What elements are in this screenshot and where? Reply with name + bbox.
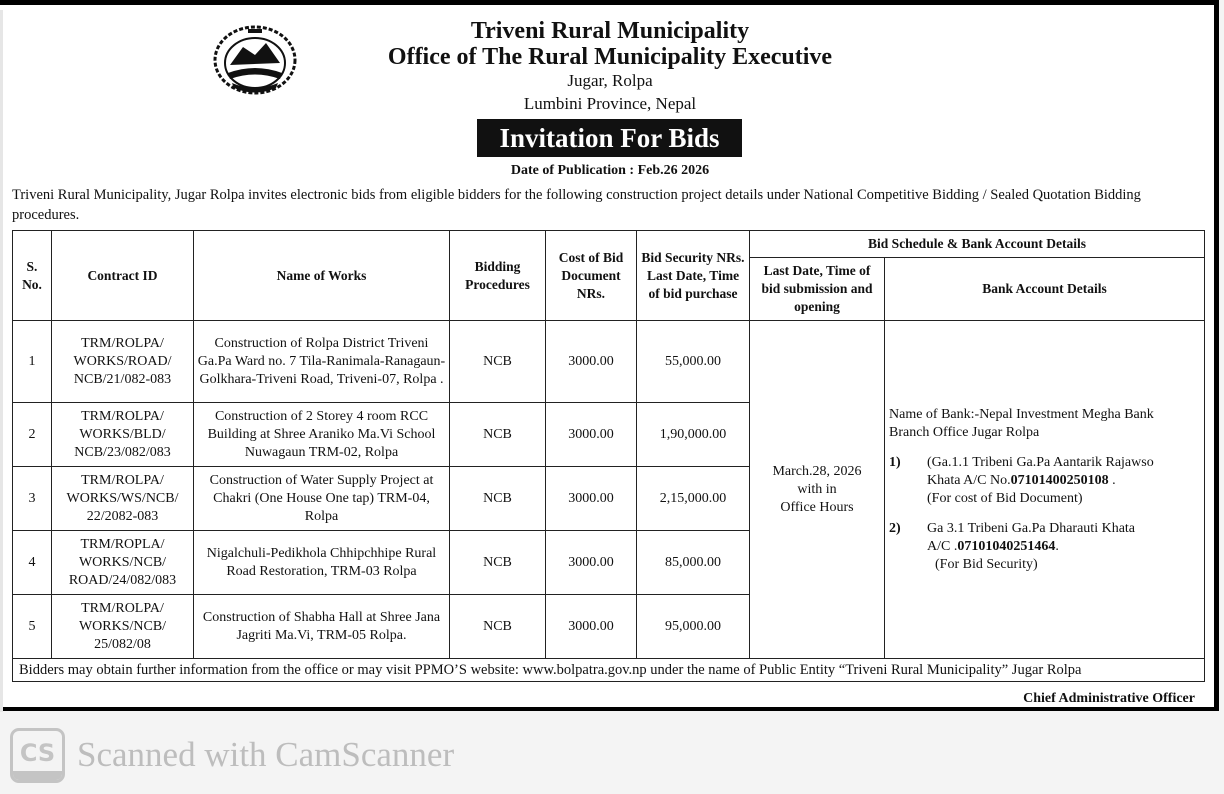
cell-contract-id: TRM/ROLPA/ WORKS/NCB/ 25/082/08 xyxy=(52,595,194,659)
cell-contract-id: TRM/ROPLA/ WORKS/NCB/ ROAD/24/082/083 xyxy=(52,531,194,595)
bank-account-item xyxy=(889,454,1200,508)
cell-bid-security: 2,15,000.00 xyxy=(637,467,750,531)
account-prefix: Khata A/C No. xyxy=(927,472,1011,488)
bank-name-line2: Branch Office Jugar Rolpa xyxy=(889,424,1040,440)
account-number-label: 2) xyxy=(889,520,901,536)
municipality-emblem-icon xyxy=(210,23,300,97)
account-number: 07101400250108 xyxy=(1010,472,1109,488)
last-date-value: March.28, 2026 xyxy=(772,463,862,479)
account-suffix: . xyxy=(1055,538,1059,554)
account-prefix: A/C . xyxy=(927,538,958,554)
cell-sno: 5 xyxy=(13,595,52,659)
intro-paragraph: Triveni Rural Municipality, Jugar Rolpa invites electronic bids from eligible bidders for the following construction project details under National Competitive Bidding / Sealed Quotation Bidding procedures. xyxy=(12,187,1141,223)
footnote-row xyxy=(13,659,1205,682)
cell-bank-details xyxy=(885,321,1205,659)
header-cost-of-bid: Cost of Bid Document NRs. xyxy=(546,231,637,321)
header-bank-details: Bank Account Details xyxy=(885,258,1205,321)
cell-bid-security: 95,000.00 xyxy=(637,595,750,659)
cell-last-date xyxy=(750,321,885,659)
bank-account-item xyxy=(889,520,1200,574)
last-date-line3: Office Hours xyxy=(780,499,854,515)
office-name: Office of The Rural Municipality Executive xyxy=(387,44,833,70)
cell-name-of-works: Construction of Rolpa District Triveni Ga.Pa Ward no. 7 Tila-Ranimala-Ranagaun-Golkhara-Triveni Road, Triveni-07, Rolpa . xyxy=(194,321,450,403)
cell-contract-id: TRM/ROLPA/ WORKS/WS/NCB/ 22/2082-083 xyxy=(52,467,194,531)
camscanner-logo-icon: CS xyxy=(10,728,65,783)
cell-bidding-procedure: NCB xyxy=(450,403,546,467)
account-line1: Ga 3.1 Tribeni Ga.Pa Dharauti Khata xyxy=(927,520,1136,536)
office-province: Lumbini Province, Nepal xyxy=(523,94,697,113)
header-schedule-group: Bid Schedule & Bank Account Details xyxy=(750,231,1205,258)
header-bid-security: Bid Security NRs. Last Date, Time of bid purchase xyxy=(637,231,750,321)
signature-title: Chief Administrative Officer xyxy=(1023,691,1195,706)
account-line1: (Ga.1.1 Tribeni Ga.Pa Aantarik Rajawso xyxy=(927,454,1154,470)
account-suffix: . xyxy=(1108,472,1116,488)
cell-sno: 1 xyxy=(13,321,52,403)
publication-date: Date of Publication : Feb.26 2026 xyxy=(510,163,710,178)
account-purpose: (For Bid Security) xyxy=(935,556,1038,572)
header-sno: S. No. xyxy=(13,231,52,321)
bids-table xyxy=(12,230,1205,682)
camscanner-watermark xyxy=(10,727,454,783)
header-contract-id: Contract ID xyxy=(52,231,194,321)
cell-cost-of-bid: 3000.00 xyxy=(546,403,637,467)
cell-cost-of-bid: 3000.00 xyxy=(546,531,637,595)
cell-bidding-procedure: NCB xyxy=(450,321,546,403)
cell-sno: 4 xyxy=(13,531,52,595)
watermark-text: Scanned with CamScanner xyxy=(77,735,455,774)
cell-cost-of-bid: 3000.00 xyxy=(546,595,637,659)
account-purpose: (For cost of Bid Document) xyxy=(927,490,1083,506)
cell-name-of-works: Nigalchuli-Pedikhola Chhipchhipe Rural Road Restoration, TRM-03 Rolpa xyxy=(194,531,450,595)
notice-title: Invitation For Bids xyxy=(477,119,742,157)
bank-name-line1: Name of Bank:-Nepal Investment Megha Bank xyxy=(889,406,1154,422)
header-bidding-procedures: Bidding Procedures xyxy=(450,231,546,321)
cell-contract-id: TRM/ROLPA/ WORKS/BLD/ NCB/23/082/083 xyxy=(52,403,194,467)
cell-name-of-works: Construction of Shabha Hall at Shree Jana Jagriti Ma.Vi, TRM-05 Rolpa. xyxy=(194,595,450,659)
account-number-label: 1) xyxy=(889,454,901,470)
cell-bid-security: 85,000.00 xyxy=(637,531,750,595)
cell-cost-of-bid: 3000.00 xyxy=(546,467,637,531)
cell-name-of-works: Construction of Water Supply Project at Chakri (One House One tap) TRM-04, Rolpa xyxy=(194,467,450,531)
last-date-line2: with in xyxy=(797,481,837,497)
footnote-text: Bidders may obtain further information from the office or may visit PPMO’S website: www.bolpatra.gov.np under the name of Public Entity “Triveni Rural Municipality” Jugar Rolpa xyxy=(13,659,1205,682)
header-last-date: Last Date, Time of bid submission and opening xyxy=(750,258,885,321)
scan-edge-shade xyxy=(0,10,3,712)
cell-bidding-procedure: NCB xyxy=(450,595,546,659)
cell-name-of-works: Construction of 2 Storey 4 room RCC Building at Shree Araniko Ma.Vi School Nuwagaun TRM-02, Rolpa xyxy=(194,403,450,467)
cell-cost-of-bid: 3000.00 xyxy=(546,321,637,403)
cell-bid-security: 55,000.00 xyxy=(637,321,750,403)
cell-contract-id: TRM/ROLPA/ WORKS/ROAD/ NCB/21/082-083 xyxy=(52,321,194,403)
org-name: Triveni Rural Municipality xyxy=(470,18,750,44)
cell-bidding-procedure: NCB xyxy=(450,467,546,531)
table-row xyxy=(13,321,1205,403)
cell-bid-security: 1,90,000.00 xyxy=(637,403,750,467)
account-number: 07101040251464 xyxy=(957,538,1056,554)
cell-bidding-procedure: NCB xyxy=(450,531,546,595)
cell-sno: 2 xyxy=(13,403,52,467)
header-name-of-works: Name of Works xyxy=(194,231,450,321)
cell-sno: 3 xyxy=(13,467,52,531)
office-location: Jugar, Rolpa xyxy=(567,71,653,90)
